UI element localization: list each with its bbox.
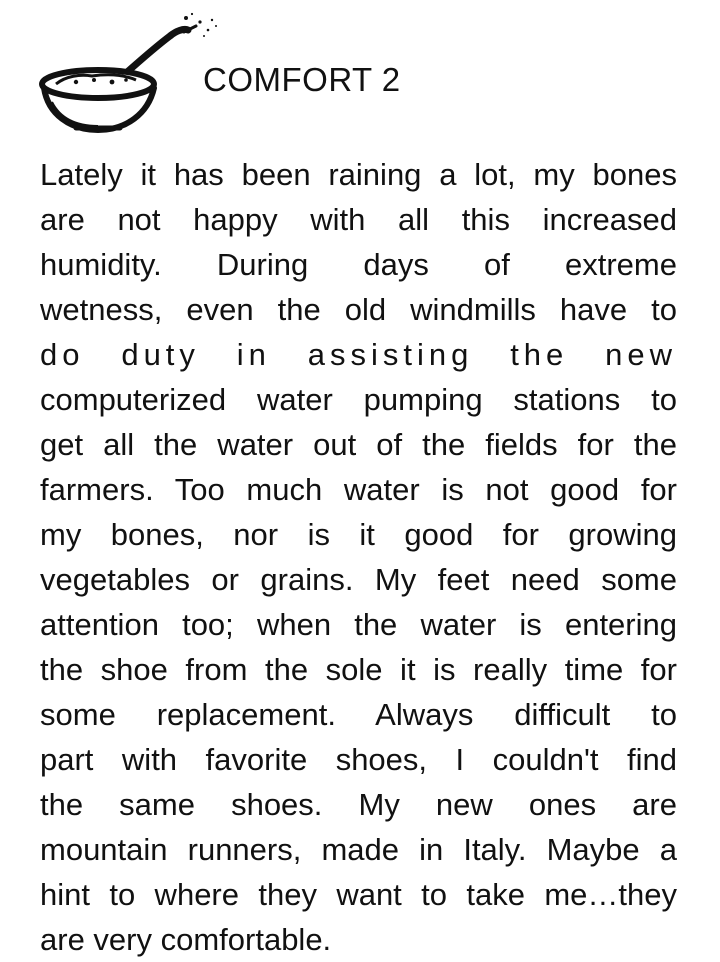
text-line: wetness, even the old windmills have to — [40, 292, 677, 327]
text-line: farmers. Too much water is not good for — [40, 472, 677, 507]
text-line: part with favorite shoes, I couldn't find — [40, 742, 677, 777]
article-body — [40, 152, 677, 962]
text-line: attention too; when the water is entering — [40, 607, 677, 642]
text-line: my bones, nor is it good for growing — [40, 517, 677, 552]
text-line: mountain runners, made in Italy. Maybe a — [40, 832, 677, 867]
text-line: computerized water pumping stations to — [40, 382, 677, 417]
text-line: are very comfortable. — [40, 922, 332, 957]
text-line: some replacement. Always difficult to — [40, 697, 677, 732]
text-line: Lately it has been raining a lot, my bones — [40, 157, 677, 192]
text-line: vegetables or grains. My feet need some — [40, 562, 677, 597]
text-line: humidity. During days of extreme — [40, 247, 677, 282]
text-line: the shoe from the sole it is really time for — [40, 652, 677, 687]
page-title: COMFORT 2 — [203, 61, 401, 98]
text-line: do duty in assisting the new — [40, 337, 677, 372]
text-line: hint to where they want to take me…they — [40, 877, 677, 912]
text-line: the same shoes. My new ones are — [40, 787, 677, 822]
text-line: are not happy with all this increased — [40, 202, 677, 237]
text-line: get all the water out of the fields for the — [40, 427, 677, 462]
